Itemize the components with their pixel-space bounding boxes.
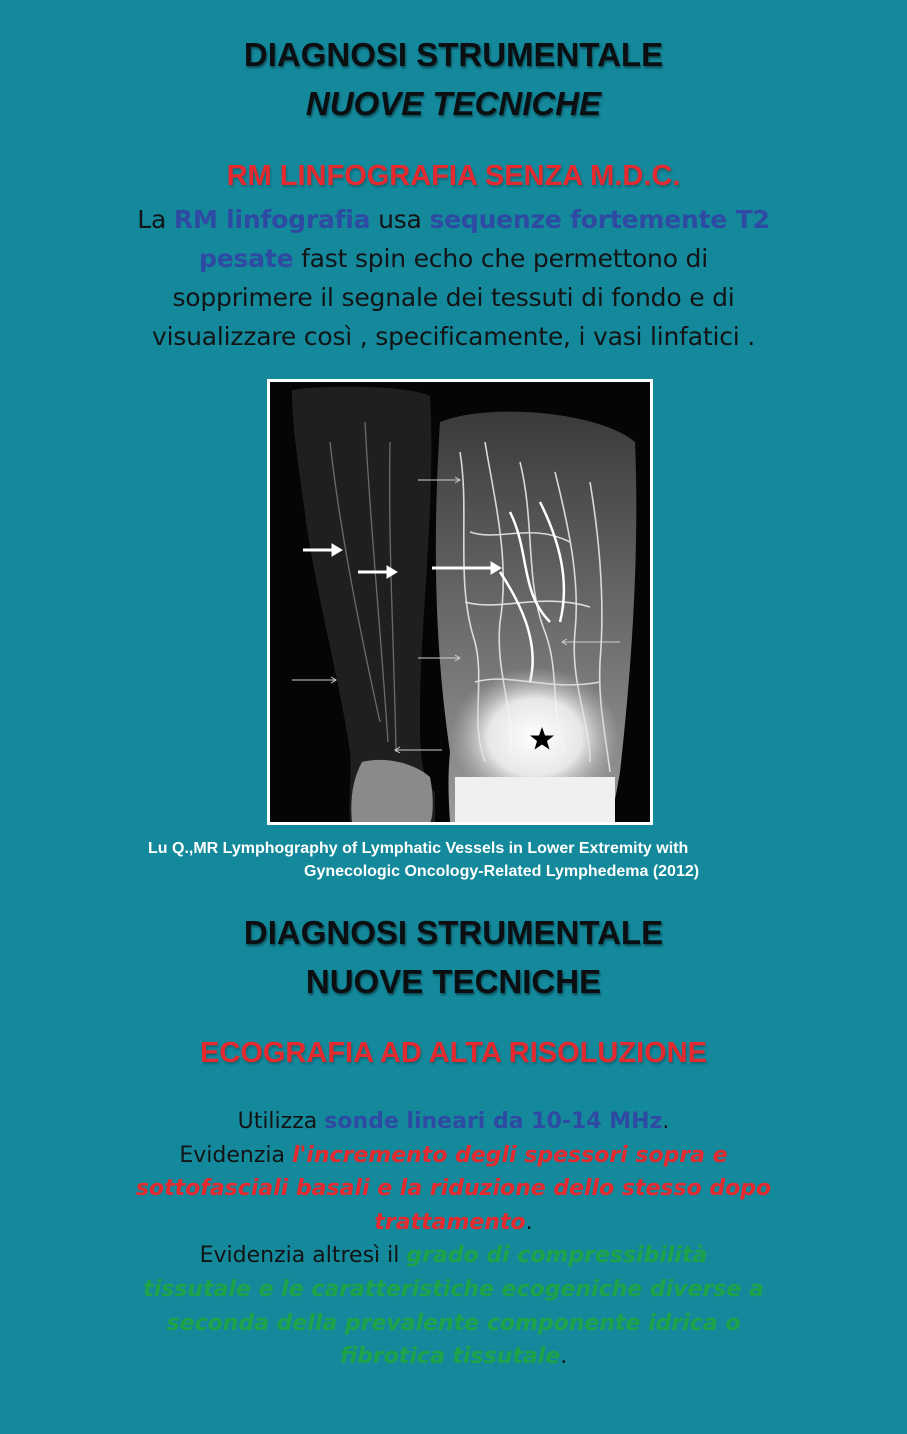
para2-line7 — [0, 1307, 907, 1341]
section2-heading-line1: DIAGNOSI STRUMENTALE — [243, 914, 664, 951]
para2-line1 — [0, 1105, 907, 1139]
text: . — [662, 1109, 670, 1134]
highlight-sequenze: sequenze fortemente T2 — [429, 205, 770, 234]
highlight-rm-linfografia: RM linfografia — [173, 205, 371, 234]
para1-line4: visualizzare così , specificamente, i vasi linfatici . — [151, 322, 756, 351]
figure-caption-line1: Lu Q.,MR Lymphography of Lymphatic Vessels in Lower Extremity with — [148, 840, 689, 857]
para1-line1 — [0, 200, 907, 239]
highlight-tissutale: tissutale e le caratteristiche ecogeniche diverse a — [143, 1276, 764, 1302]
section1-heading — [0, 30, 907, 128]
text: Evidenzia altresì il — [199, 1243, 407, 1269]
highlight-seconda: seconda della prevalente componente idrica o — [166, 1310, 741, 1336]
section2-subtitle: ECOGRAFIA AD ALTA RISOLUZIONE — [200, 1037, 707, 1069]
section1-heading-line1: DIAGNOSI STRUMENTALE — [243, 36, 664, 73]
para2-line5 — [0, 1239, 907, 1273]
para2-line3 — [0, 1172, 907, 1206]
section2-heading-line2: NUOVE TECNICHE — [305, 963, 602, 1000]
mr-lymphography-image — [267, 379, 653, 825]
section1-heading-line2: NUOVE TECNICHE — [305, 85, 602, 122]
para1-line2 — [0, 239, 907, 278]
text: . — [560, 1344, 568, 1370]
section2-paragraph — [0, 1105, 907, 1374]
para2-line8 — [0, 1340, 907, 1374]
para2-line4 — [0, 1206, 907, 1240]
highlight-sottofasciali: sottofasciali basali e la riduzione dello stesso dopo — [135, 1176, 772, 1202]
para1-line3: sopprimere il segnale dei tessuti di fondo e di — [172, 283, 735, 312]
text: usa — [370, 205, 430, 234]
text: Evidenzia — [179, 1142, 292, 1168]
section2-heading — [0, 908, 907, 1006]
highlight-sonde: sonde lineari da 10-14 MHz — [324, 1109, 663, 1134]
para2-line2 — [0, 1139, 907, 1173]
highlight-pesate: pesate — [199, 244, 294, 273]
para2-line6 — [0, 1273, 907, 1307]
highlight-trattamento: trattamento — [374, 1209, 526, 1235]
highlight-incremento: l'incremento degli spessori sopra e — [292, 1142, 728, 1168]
text: La — [137, 205, 174, 234]
mr-image-drawing — [270, 382, 650, 822]
section1-paragraph — [0, 200, 907, 356]
text: . — [525, 1209, 533, 1235]
text: Utilizza — [237, 1109, 325, 1134]
figure-caption-line2: Gynecologic Oncology-Related Lymphedema (2012) — [304, 863, 700, 880]
highlight-fibrotica: fibrotica tissutale — [339, 1344, 561, 1370]
highlight-compressibilita: grado di compressibilità — [406, 1243, 708, 1269]
section1-subtitle: RM LINFOGRAFIA SENZA M.D.C. — [226, 160, 681, 192]
text: fast spin echo che permettono di — [293, 244, 708, 273]
